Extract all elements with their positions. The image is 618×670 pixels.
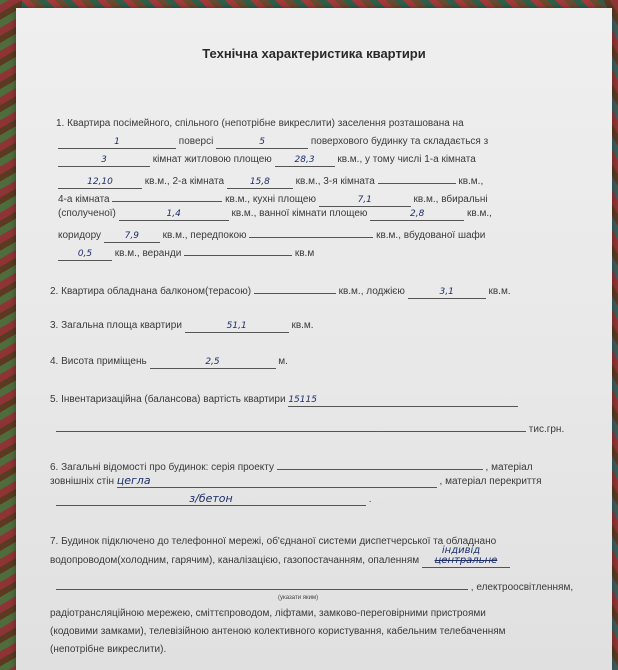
closet-label: кв.м., вбудованої шафи [376, 230, 486, 241]
walls-label: зовнішніх стін [50, 476, 114, 487]
area-label: кв.м., у тому числі 1-а кімната [337, 154, 476, 165]
series-field [277, 458, 483, 470]
heating-field: центральне [422, 556, 510, 568]
value-field: 15115 [288, 395, 518, 407]
value-field-continued [56, 420, 526, 432]
room2-label: кв.м., 2-а кімната [144, 176, 225, 187]
unit-label: м. [278, 356, 288, 367]
s1-line7 [58, 226, 485, 243]
wc-label: кв.м., вбиральні [413, 194, 488, 205]
floor-field: 1 [58, 137, 176, 149]
document-title: Технічна характеристика квартири [202, 46, 426, 61]
unit-label: кв.м. [291, 320, 314, 331]
total-area-field: 51,1 [185, 321, 289, 333]
s1-line5 [58, 190, 488, 207]
s7-line6: (непотрібне викреслити). [50, 644, 167, 655]
s7-line1: 7. Будинок підключено до телефонної мережі, об'єднаної системи диспетчерської та обладнано [50, 536, 497, 547]
material-label: , матеріал [485, 462, 533, 473]
balcony-field [254, 282, 336, 294]
living-area-field: 28,3 [275, 155, 335, 167]
height-field: 2,5 [150, 357, 276, 369]
unit-label: кв.м. [488, 286, 511, 297]
s6-line3: з/бетон . [56, 494, 372, 506]
corridor-label: коридору [58, 230, 102, 241]
walls-field: цегла [117, 476, 437, 488]
s7-line4: радіотрансляційною мережею, сміттєпроводом, ліфтами, замково-переговірними пристроями [50, 608, 486, 619]
s7-line5: (кодовими замками), телевізійною антеною колективного користування, кабельним телебаченням [50, 626, 506, 637]
s1-line6 [58, 208, 492, 221]
unit-label: кв.м., [467, 208, 492, 219]
room4-label: 4-а кімната [58, 194, 110, 205]
loggia-field: 3,1 [408, 287, 486, 299]
corridor-field: 7,9 [104, 231, 160, 243]
bath-field: 2,8 [370, 209, 464, 221]
s5-line2 [56, 420, 564, 435]
s1-line1: 1. Квартира посімейного, спільного (непотрібне викреслити) заселення розташована на [56, 118, 464, 129]
room1-field: 12,10 [58, 177, 142, 189]
note-label: (указати яким) [278, 595, 319, 601]
veranda-field [184, 244, 292, 256]
rooms-label: кімнат житловою площею [152, 154, 272, 165]
wc-field: 1,4 [119, 209, 229, 221]
balcony-label: 2. Квартира обладнана балконом(терасою) [50, 286, 252, 297]
electric-label: , електроосвітленням, [470, 582, 574, 593]
room3-field [378, 172, 456, 184]
ceiling-label: , матеріал перекриття [439, 476, 542, 487]
hall-field [249, 226, 373, 238]
currency-label: тис.грн. [528, 424, 565, 435]
veranda-label: кв.м., веранди [114, 248, 182, 259]
hall-label: кв.м., передпокою [162, 230, 247, 241]
unit-label: кв.м [294, 248, 315, 259]
series-label: 6. Загальні відомості про будинок: серія проекту [50, 462, 274, 473]
utilities-label: водопроводом(холодним, гарячим), каналізацією, газопостачанням, опаленням [50, 555, 420, 566]
loggia-label: кв.м., лоджією [338, 286, 405, 297]
floors-label: поверхового будинку та складається з [310, 136, 489, 147]
s3-line [50, 320, 314, 333]
room3-label: кв.м., 3-я кімната [295, 176, 375, 187]
document-page [16, 8, 612, 670]
s6-line2 [50, 476, 542, 488]
room4-field [112, 190, 222, 202]
total-area-label: 3. Загальна площа квартири [50, 320, 182, 331]
bath-label: кв.м., ванної кімнати площею [231, 208, 368, 219]
s1-line2 [58, 136, 488, 149]
floor-label: поверсі [178, 136, 214, 147]
ceiling-field: з/бетон [56, 494, 366, 506]
combined-label: (сполученої) [58, 208, 116, 219]
floors-total-field: 5 [216, 137, 308, 149]
s7-line3 [56, 578, 573, 593]
s1-line8 [58, 244, 314, 261]
s1-line3 [58, 154, 476, 167]
s4-line [50, 356, 288, 369]
s5-line [50, 394, 518, 407]
s1-line4 [58, 172, 483, 189]
heating-field-continued [56, 578, 468, 590]
s7-line2 [50, 545, 510, 568]
unit-label: кв.м., [458, 176, 484, 187]
heating-handwritten: індивід [441, 545, 481, 556]
kitchen-label: кв.м., кухні площею [225, 194, 316, 205]
closet-field: 0,5 [58, 249, 112, 261]
room2-field: 15,8 [227, 177, 293, 189]
kitchen-field: 7,1 [319, 195, 411, 207]
value-label: 5. Інвентаризаційна (балансова) вартість квартири [50, 394, 286, 405]
s2-line [50, 282, 511, 299]
rooms-field: 3 [58, 155, 150, 167]
s6-line1 [50, 458, 533, 473]
height-label: 4. Висота приміщень [50, 356, 147, 367]
